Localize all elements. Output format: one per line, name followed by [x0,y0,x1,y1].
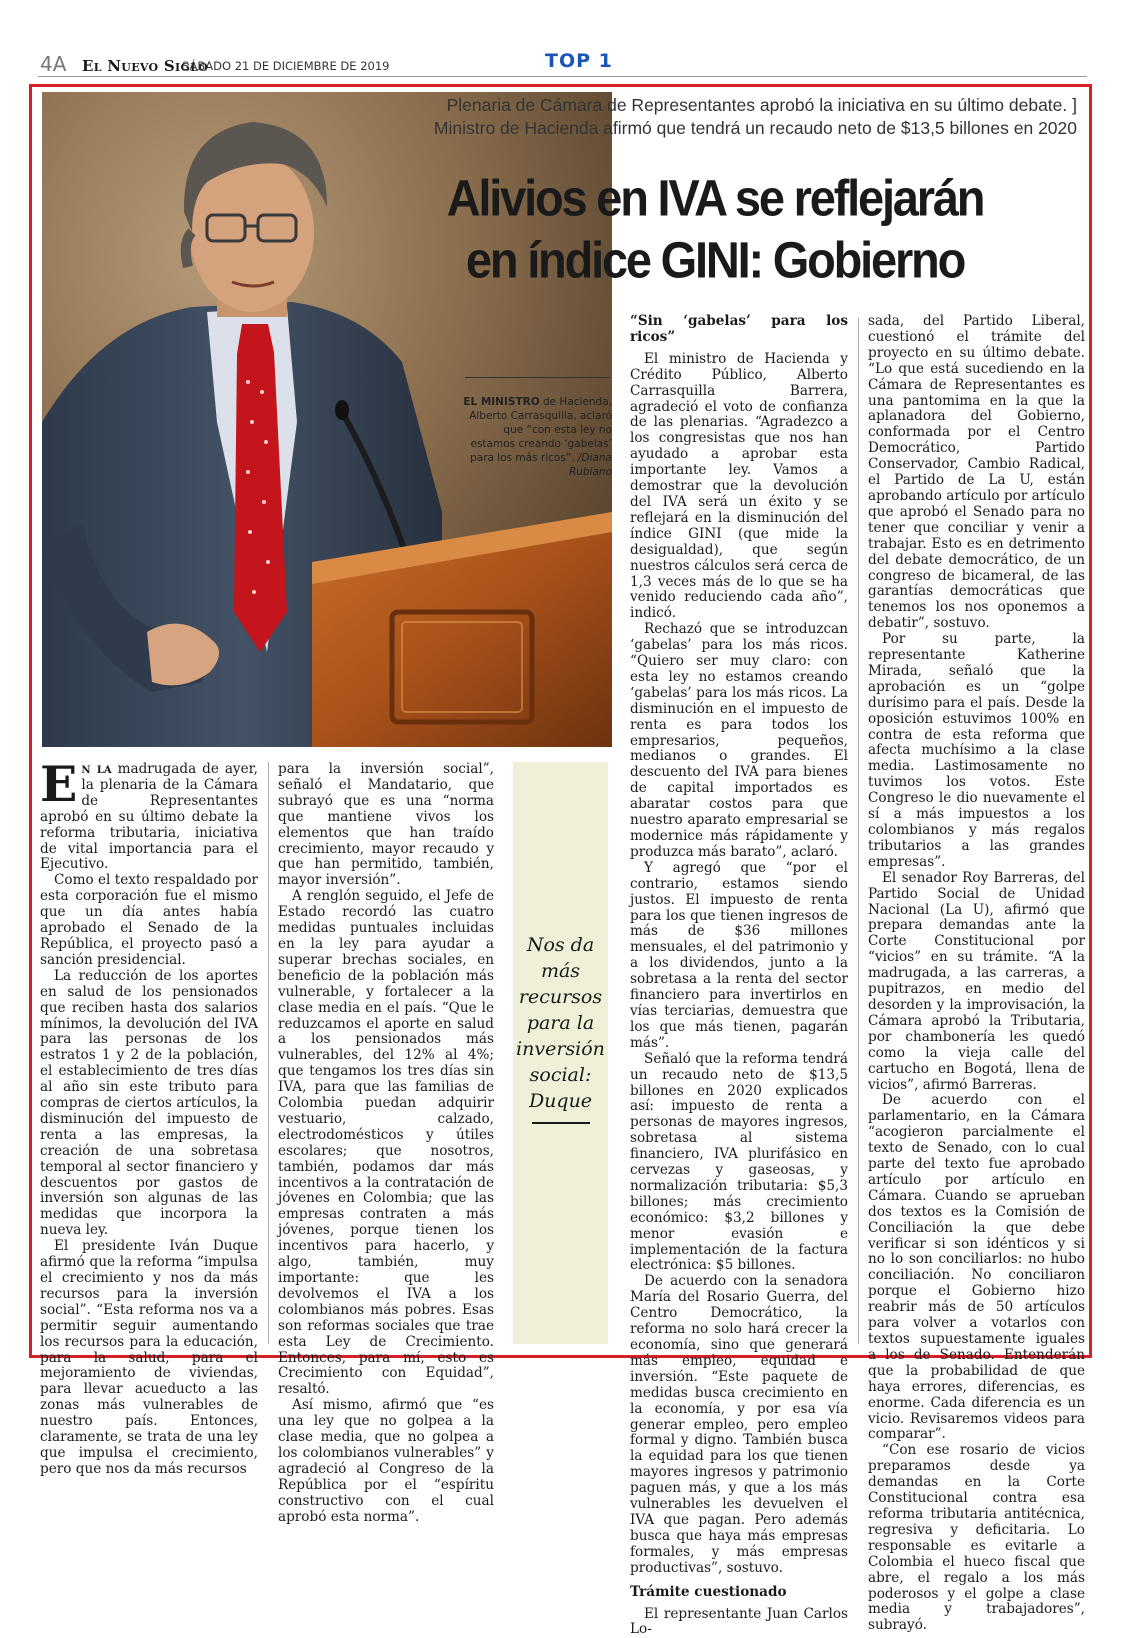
newspaper-name: El Nuevo Siglo [82,57,208,75]
paragraph: De acuerdo con la senadora María del Rosario Guerra, del Centro Democrático, la reforma no solo hará crecer la economía, sino que generará más empleo, equidad e inversión. “Este paquete de medidas busca crecimiento en la economía, y por esa vía generar empleo, pero empleo formal y digno. También busca la equidad para los que tienen mayores ingresos y patrimonio paguen más, y que a los más vulnerables les devuelven el IVA que pagan. Pero además busca que haya más empresas formales, y más empresas productivas”, sostuvo. [630,1274,848,1576]
paragraph: El representante Juan Carlos Lo- [630,1607,848,1638]
page-number: 4A [40,52,66,76]
caption-credit: /Diana Rubiano [569,452,612,478]
photo-caption [462,395,612,479]
body-column-3 [630,314,848,1638]
body-column-1 [40,762,258,1478]
paragraph: para la inversión social”, señaló el Mandatario, que subrayó que es una “norma que mantiene vivos los elementos que han traído crecimiento, mayor recaudo y que han permitido, también, mayor inversión”. [278,762,494,889]
caption-text: de Hacienda, Alberto Carrasquilla, aclaró que “con esta ley no estamos creando ‘gabelas’ para los más ricos”. [469,396,612,464]
paragraph: Y agregó que “por el contrario, estamos siendo justos. El impuesto de renta para los que tienen ingresos de más de $36 millones mensuales, el del patrimonio y a los dividendos, junto a la sobretasa a la renta del sector financiero para invertirlos en vías terciarias, demuestra que los que más tienen, pagarán más”. [630,861,848,1052]
paragraph: El presidente Iván Duque afirmó que la reforma “impulsa el crecimiento y nos da más recursos para la inversión social”. “Esta reforma nos va a permitir seguir aumentando los recursos para la educación, para la salud, para el mejoramiento de viviendas, para llevar acueducto a las zonas más vulnerables de nuestro país. Entonces, claramente, se trata de una ley que impulsa el crecimiento, pero que nos da más recursos [40,1239,258,1478]
paragraph: El senador Roy Barreras, del Partido Social de Unidad Nacional (La U), afirmó que prepara demandas ante la Corte Constitucional por “vicios” en su trámite. “A la madrugada, a las carreras, a pupitrazos, en medio del desorden y la improvisación, la Cámara aprobó la Tributaria, por chambonería les quedó como la vieja calle del cartucho en Bogotá, llena de vicios”, afirmó Barreras. [868,871,1085,1094]
lead-in: n la [81,761,111,777]
paragraph: sada, del Partido Liberal, cuestionó el trámite del proyecto en su último debate. “Lo que está sucediendo en la Cámara de Representantes es una pantomima en la que la aplanadora del Gobierno, conformada por el Centro Democrático, Partido Conservador, Cambio Radical, el Partido de La U, están aprobando artículo por artículo que aprobó el Senado para no tener que conciliar y venir a trabajar. Esto es en detrimento del debate democrático, de un congreso de bicameral, de las garantías democráticas que tenemos los nos oponemos a debatir”, sostuvo. [868,314,1085,632]
paragraph-text: madrugada de ayer, la plenaria de la Cámara de Representantes aprobó en su último debate la reforma tributaria, iniciativa de vital importancia para el Ejecutivo. [40,761,258,872]
paragraph: A renglón seguido, el Jefe de Estado recordó las cuatro medidas puntuales incluidas en la ley para ayudar a superar brechas sociales, en beneficio de la población más vulnerable, y fortalecer a la clase media en el país. “Que le reduzcamos el aporte en salud a los pensionados más vulnerables, del 12% al 4%; que tengamos los tres días sin IVA, para que las familias de Colombia puedan adquirir vestuario, calzado, electrodomésticos y útiles escolares; que nosotros, también, podamos dar más incentivos a la contratación de jóvenes en Colombia; que las empresas contraten a más jóvenes, porque tienen los incentivos para hacerlo, y algo, también, muy importante: que les devolvemos el IVA a los colombianos más pobres. Esas son reformas sociales que trae esta Ley de Crecimiento. Entonces, para mí, esto es Crecimiento con Equidad”, resaltó. [278,889,494,1398]
paragraph: Por su parte, la representante Katherine Mirada, señaló que la aprobación es un “golpe durísimo para el país. Desde la oposición estuvimos 100% en contra de esta reforma que afecta muchísimo a la clase media. Lastimosamente no tuvimos los votos. Este Congreso le dio nuevamente el sí a más impuestos a los colombianos y más regalos tributarios a las grandes empresas”. [868,632,1085,871]
paragraph [40,762,258,873]
header-rule [38,76,1087,77]
paragraph: Rechazó que se introduzcan ‘gabelas’ para los más ricos. “Quiero ser muy claro: con esta ley no estamos creando ‘gabelas’ para los más ricos. La disminución en el impuesto de renta es para todos los empresarios, pequeños, medianos o grandes. El descuento del IVA para bienes de capital importados es abaratar costos para que nuestro aparato empresarial se modernice más rápidamente y produzca más barato”, aclaró. [630,622,848,861]
publication-date: SÁBADO 21 DE DICIEMBRE DE 2019 [182,59,389,73]
subhead: “Sin ‘gabelas’ para los ricos” [630,314,848,346]
headline-line-1: Alivios en IVA se reflejarán [405,168,1025,227]
body-column-4 [868,314,1085,1634]
paragraph: Como el texto respaldado por esta corporación fue el mismo que un día antes había aprobado el Senado de la República, el proyecto pasó a sanción presidencial. [40,873,258,968]
body-column-2 [278,762,494,1526]
column-rule [858,318,859,1344]
pull-quote: Nos da más recursos para la inversión social: Duque [513,932,608,1114]
paragraph: “Con ese rosario de vicios preparamos desde ya demandas en la Corte Constitucional contra esa reforma tributaria antitécnica, regresiva y deficitaria. Lo responsable es evitarle a Colombia el hueco fiscal que abre, el regalo a los más poderosos y el golpe a clase media y trabajadores”, subrayó. [868,1443,1085,1634]
headline-line-2: en índice GINI: Gobierno [405,230,1025,289]
paragraph: El ministro de Hacienda y Crédito Público, Alberto Carrasquilla Barrera, agradeció el voto de confianza de las plenarias. “Agradezco a los congresistas que nos han ayudado a aprobar esta importante ley. Vamos a demostrar que la devolución del IVA será un éxito y se reflejará en la disminución del índice GINI (que mide la desigualdad), que según nuestros cálculos será cerca de 1,3 veces más de lo que se ha venido reduciendo cada año”, indicó. [630,352,848,622]
paragraph: De acuerdo con el parlamentario, en la Cámara “acogieron parcialmente el texto de Senado, con lo cual parte del texto fue aprobado artículo por artículo en Cámara. Cuando se aprueban dos textos es la Comisión de Conciliación la que debe verificar si son idénticos y si no lo son conciliarlos: no hubo conciliación. No conciliaron porque el Gobierno hizo reabrir más de 50 artículos para volver a votarlos con textos supuestamente iguales a los de Senado. Entenderán que la probabilidad de que haya errores, diferencias, es enorme. Cada diferencia es un vicio. Revisaremos videos para comparar”. [868,1093,1085,1443]
kicker-line-1: Plenaria de Cámara de Representantes aprobó la iniciativa en su último debate. ] [377,95,1077,116]
subhead: Trámite cuestionado [630,1585,848,1601]
paragraph: La reducción de los aportes en salud de los pensionados que reciben hasta dos salarios mínimos, la devolución del IVA para las personas de los estratos 1 y 2 de la población, el establecimiento de tres días al año sin este tributo para compras de ciertos artículos, la disminución del impuesto de renta a las empresas, la creación de una sobretasa temporal al sector financiero y descuentos por gastos de inversión son algunas de las medidas que incorpora la nueva ley. [40,969,258,1239]
column-rule [268,762,269,1344]
pull-quote-rule [532,1122,590,1124]
kicker-line-2: Ministro de Hacienda afirmó que tendrá un recaudo neto de $13,5 billones en 2020 [377,118,1077,139]
paragraph: Así mismo, afirmó que “es una ley que no golpea a la clase media, que no golpea a los colombianos vulnerables” y agradeció al Congreso de la República por el “espíritu constructivo con el cual aprobó esta norma”. [278,1398,494,1525]
section-label: TOP 1 [545,50,613,72]
caption-rule [465,377,610,378]
caption-lead: EL MINISTRO [463,396,539,408]
paragraph: Señaló que la reforma tendrá un recaudo neto de $13,5 billones en 2020 explicados así: impuesto de renta a personas de mayores ingresos, sobretasa al sistema financiero, IVA plurifásico en cervezas y gaseosas, y normalización tributaria: $5,3 billones; más crecimiento económico: $3,2 billones y menor evasión e implementación de la factura electrónica: $5 billones. [630,1052,848,1275]
drop-cap: E [40,764,77,804]
